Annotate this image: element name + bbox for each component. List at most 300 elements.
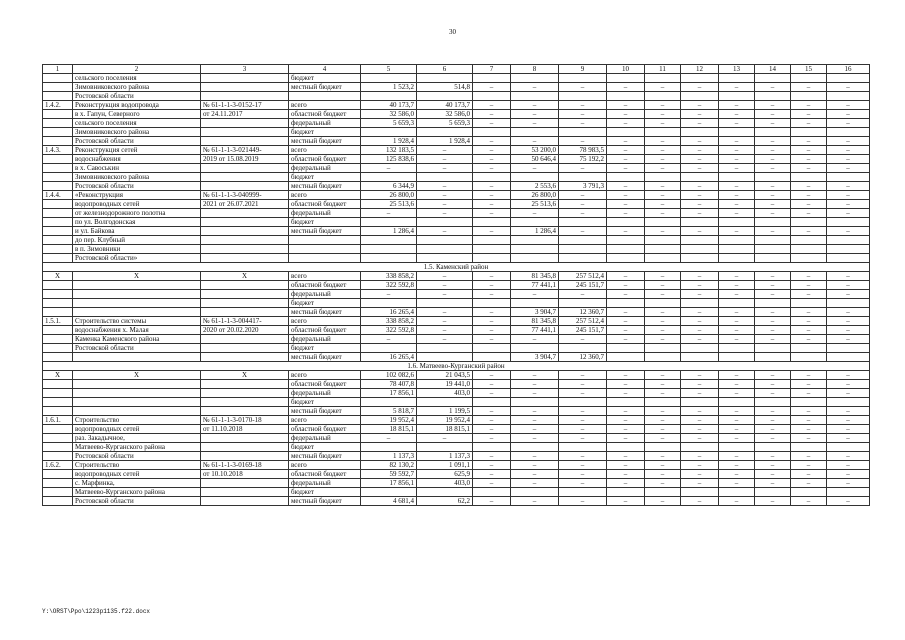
table-cell bbox=[43, 83, 73, 92]
table-cell bbox=[645, 299, 681, 308]
table-cell: всего bbox=[289, 461, 361, 470]
table-cell: – bbox=[607, 155, 645, 164]
table-cell: 5 659,3 bbox=[361, 119, 417, 128]
table-cell: № 61-1-1-3-0170-18 bbox=[201, 416, 289, 425]
table-cell: – bbox=[791, 407, 827, 416]
table-cell bbox=[791, 236, 827, 245]
table-cell: – bbox=[719, 308, 755, 317]
table-row bbox=[43, 245, 870, 254]
table-cell: 245 151,7 bbox=[559, 326, 607, 335]
table-cell: 2021 от 26.07.2021 bbox=[201, 200, 289, 209]
table-cell: – bbox=[827, 164, 870, 173]
table-row bbox=[43, 254, 870, 263]
table-cell bbox=[417, 488, 473, 497]
table-cell bbox=[361, 128, 417, 137]
table-cell bbox=[511, 443, 559, 452]
table-cell bbox=[361, 299, 417, 308]
column-header: 10 bbox=[607, 65, 645, 74]
table-cell: – bbox=[559, 380, 607, 389]
table-cell: – bbox=[607, 101, 645, 110]
table-cell: – bbox=[473, 380, 511, 389]
table-cell: – bbox=[755, 182, 791, 191]
table-cell: – bbox=[417, 308, 473, 317]
table-cell: – bbox=[473, 146, 511, 155]
table-cell: – bbox=[645, 470, 681, 479]
table-row bbox=[43, 407, 870, 416]
table-row bbox=[43, 83, 870, 92]
table-cell bbox=[361, 173, 417, 182]
table-cell: – bbox=[607, 434, 645, 443]
table-cell bbox=[607, 254, 645, 263]
table-cell: бюджет bbox=[289, 128, 361, 137]
table-cell: – bbox=[607, 164, 645, 173]
table-cell bbox=[511, 92, 559, 101]
table-cell: 40 173,7 bbox=[417, 101, 473, 110]
table-cell: – bbox=[755, 101, 791, 110]
table-cell bbox=[201, 119, 289, 128]
table-cell: – bbox=[791, 461, 827, 470]
table-cell: – bbox=[607, 389, 645, 398]
table-cell: – bbox=[607, 83, 645, 92]
table-cell: – bbox=[755, 380, 791, 389]
table-cell bbox=[645, 218, 681, 227]
table-cell: – bbox=[681, 371, 719, 380]
table-cell: – bbox=[511, 335, 559, 344]
table-cell: – bbox=[791, 83, 827, 92]
table-cell bbox=[791, 74, 827, 83]
table-cell: – bbox=[755, 335, 791, 344]
table-cell: – bbox=[473, 200, 511, 209]
table-cell: – bbox=[361, 164, 417, 173]
table-cell: – bbox=[719, 146, 755, 155]
table-cell: Х bbox=[201, 272, 289, 281]
table-cell bbox=[43, 452, 73, 461]
table-cell: – bbox=[827, 452, 870, 461]
table-cell bbox=[361, 74, 417, 83]
table-cell: – bbox=[681, 146, 719, 155]
table-row bbox=[43, 317, 870, 326]
table-cell: в п. Зимовники bbox=[73, 245, 201, 254]
table-row bbox=[43, 209, 870, 218]
table-cell bbox=[43, 470, 73, 479]
table-cell bbox=[791, 173, 827, 182]
table-cell: 21 043,5 bbox=[417, 371, 473, 380]
table-cell bbox=[43, 488, 73, 497]
table-cell: 78 407,8 bbox=[361, 380, 417, 389]
table-cell: 1 523,2 bbox=[361, 83, 417, 92]
table-cell: – bbox=[681, 317, 719, 326]
table-cell bbox=[791, 245, 827, 254]
table-cell: 1 199,5 bbox=[417, 407, 473, 416]
table-cell bbox=[43, 182, 73, 191]
table-cell bbox=[791, 488, 827, 497]
table-cell: – bbox=[645, 227, 681, 236]
table-cell: местный бюджет bbox=[289, 452, 361, 461]
table-cell: 18 815,1 bbox=[361, 425, 417, 434]
table-cell: – bbox=[645, 155, 681, 164]
table-cell bbox=[755, 218, 791, 227]
table-row bbox=[43, 101, 870, 110]
table-cell: – bbox=[681, 83, 719, 92]
table-cell bbox=[473, 344, 511, 353]
column-header: 3 bbox=[201, 65, 289, 74]
table-cell: – bbox=[791, 209, 827, 218]
table-cell bbox=[43, 407, 73, 416]
table-cell: бюджет bbox=[289, 488, 361, 497]
table-cell bbox=[73, 380, 201, 389]
table-cell: – bbox=[719, 290, 755, 299]
table-cell: федеральный bbox=[289, 290, 361, 299]
table-cell: 6 344,9 bbox=[361, 182, 417, 191]
table-cell bbox=[645, 353, 681, 362]
table-cell: – bbox=[645, 164, 681, 173]
table-cell: – bbox=[473, 191, 511, 200]
table-cell bbox=[681, 443, 719, 452]
table-cell bbox=[755, 443, 791, 452]
table-row bbox=[43, 290, 870, 299]
table-cell: – bbox=[681, 209, 719, 218]
table-cell: – bbox=[791, 425, 827, 434]
table-cell: – bbox=[511, 209, 559, 218]
table-cell bbox=[43, 164, 73, 173]
table-cell bbox=[201, 299, 289, 308]
table-cell: – bbox=[607, 272, 645, 281]
table-cell: бюджет bbox=[289, 299, 361, 308]
table-cell: 81 345,8 bbox=[511, 317, 559, 326]
table-cell: – bbox=[719, 425, 755, 434]
table-cell bbox=[43, 155, 73, 164]
table-cell bbox=[645, 344, 681, 353]
table-cell bbox=[645, 74, 681, 83]
table-cell: – bbox=[791, 155, 827, 164]
table-cell bbox=[607, 128, 645, 137]
table-cell bbox=[645, 236, 681, 245]
table-cell: – bbox=[645, 389, 681, 398]
table-cell bbox=[43, 281, 73, 290]
table-cell: местный бюджет bbox=[289, 308, 361, 317]
table-cell: всего bbox=[289, 371, 361, 380]
table-cell: 132 183,5 bbox=[361, 146, 417, 155]
table-cell bbox=[607, 398, 645, 407]
column-header: 12 bbox=[681, 65, 719, 74]
table-cell: – bbox=[417, 191, 473, 200]
table-cell bbox=[417, 173, 473, 182]
table-cell: – bbox=[827, 137, 870, 146]
table-cell: – bbox=[559, 290, 607, 299]
table-cell bbox=[473, 353, 511, 362]
table-cell: всего bbox=[289, 317, 361, 326]
table-cell bbox=[511, 488, 559, 497]
table-cell bbox=[43, 398, 73, 407]
table-cell bbox=[791, 299, 827, 308]
table-cell: – bbox=[607, 335, 645, 344]
table-cell bbox=[73, 299, 201, 308]
table-cell: Ростовской области» bbox=[73, 254, 201, 263]
table-cell bbox=[559, 74, 607, 83]
table-cell: – bbox=[607, 452, 645, 461]
table-cell: – bbox=[417, 200, 473, 209]
table-cell: 3 791,3 bbox=[559, 182, 607, 191]
table-cell: – bbox=[645, 182, 681, 191]
table-cell: – bbox=[755, 461, 791, 470]
table-cell: 5 818,7 bbox=[361, 407, 417, 416]
table-cell bbox=[827, 173, 870, 182]
table-cell: № 61-1-1-3-0152-17 bbox=[201, 101, 289, 110]
table-cell: – bbox=[755, 371, 791, 380]
table-cell: – bbox=[559, 335, 607, 344]
table-cell: – bbox=[559, 83, 607, 92]
table-cell: всего bbox=[289, 416, 361, 425]
table-cell bbox=[755, 92, 791, 101]
table-cell: – bbox=[719, 371, 755, 380]
table-cell: – bbox=[719, 137, 755, 146]
table-cell: 19 441,0 bbox=[417, 380, 473, 389]
table-cell bbox=[645, 245, 681, 254]
table-cell bbox=[511, 218, 559, 227]
table-cell: – bbox=[473, 371, 511, 380]
table-cell: Реконструкция водопровода bbox=[73, 101, 201, 110]
table-cell: – bbox=[719, 182, 755, 191]
table-cell bbox=[719, 92, 755, 101]
table-row bbox=[43, 272, 870, 281]
table-cell: – bbox=[791, 335, 827, 344]
table-cell bbox=[607, 353, 645, 362]
table-cell: 403,0 bbox=[417, 389, 473, 398]
table-cell: – bbox=[511, 110, 559, 119]
table-cell bbox=[645, 254, 681, 263]
table-cell bbox=[511, 236, 559, 245]
table-row bbox=[43, 218, 870, 227]
table-cell bbox=[201, 254, 289, 263]
table-cell: – bbox=[417, 227, 473, 236]
table-cell: – bbox=[559, 497, 607, 506]
table-cell: 625,9 bbox=[417, 470, 473, 479]
table-cell bbox=[559, 92, 607, 101]
table-cell bbox=[607, 236, 645, 245]
table-cell: – bbox=[417, 317, 473, 326]
table-cell: 81 345,8 bbox=[511, 272, 559, 281]
table-cell bbox=[43, 434, 73, 443]
table-cell: Каменка Каменского района bbox=[73, 335, 201, 344]
table-cell bbox=[201, 353, 289, 362]
table-cell: – bbox=[511, 497, 559, 506]
table-cell: 18 815,1 bbox=[417, 425, 473, 434]
table-cell bbox=[201, 281, 289, 290]
column-header: 13 bbox=[719, 65, 755, 74]
table-cell: – bbox=[645, 407, 681, 416]
table-cell: – bbox=[559, 101, 607, 110]
table-cell: – bbox=[645, 209, 681, 218]
table-cell: областной бюджет bbox=[289, 200, 361, 209]
table-cell: – bbox=[473, 137, 511, 146]
table-cell: областной бюджет bbox=[289, 110, 361, 119]
table-cell bbox=[719, 218, 755, 227]
table-cell: бюджет bbox=[289, 218, 361, 227]
table-cell: Реконструкция сетей bbox=[73, 146, 201, 155]
table-cell bbox=[607, 74, 645, 83]
table-cell: – bbox=[827, 470, 870, 479]
table-cell: – bbox=[473, 425, 511, 434]
table-cell bbox=[681, 245, 719, 254]
table-cell: федеральный bbox=[289, 164, 361, 173]
table-cell: областной бюджет bbox=[289, 281, 361, 290]
table-cell: всего bbox=[289, 272, 361, 281]
table-cell bbox=[719, 173, 755, 182]
table-cell bbox=[473, 74, 511, 83]
table-cell: сельского поселения bbox=[73, 74, 201, 83]
table-cell: – bbox=[827, 191, 870, 200]
table-cell bbox=[827, 299, 870, 308]
table-cell: – bbox=[681, 110, 719, 119]
table-cell bbox=[681, 254, 719, 263]
table-row bbox=[43, 380, 870, 389]
table-cell: – bbox=[473, 110, 511, 119]
table-cell: – bbox=[681, 461, 719, 470]
table-cell bbox=[361, 443, 417, 452]
table-cell bbox=[73, 389, 201, 398]
table-cell bbox=[559, 488, 607, 497]
table-cell: – bbox=[719, 470, 755, 479]
table-cell bbox=[559, 443, 607, 452]
table-cell: 1 137,3 bbox=[361, 452, 417, 461]
table-cell: – bbox=[681, 389, 719, 398]
table-cell bbox=[43, 173, 73, 182]
table-cell: 1.5.1. bbox=[43, 317, 73, 326]
table-cell: – bbox=[755, 389, 791, 398]
column-header: 7 bbox=[473, 65, 511, 74]
table-cell: – bbox=[791, 164, 827, 173]
table-cell: 338 858,2 bbox=[361, 272, 417, 281]
table-cell: от железнодорожного полотна bbox=[73, 209, 201, 218]
table-cell: – bbox=[681, 407, 719, 416]
table-cell bbox=[201, 407, 289, 416]
table-cell: – bbox=[473, 452, 511, 461]
table-cell: – bbox=[791, 470, 827, 479]
table-row bbox=[43, 236, 870, 245]
table-cell bbox=[681, 128, 719, 137]
table-cell: федеральный bbox=[289, 209, 361, 218]
table-cell bbox=[417, 218, 473, 227]
table-cell: – bbox=[791, 272, 827, 281]
table-cell: – bbox=[791, 119, 827, 128]
table-cell: по ул. Волгодонская bbox=[73, 218, 201, 227]
table-cell: 4 681,4 bbox=[361, 497, 417, 506]
table-cell: – bbox=[791, 308, 827, 317]
table-cell: 1.4.4. bbox=[43, 191, 73, 200]
table-cell: 12 360,7 bbox=[559, 308, 607, 317]
table-cell bbox=[791, 443, 827, 452]
table-cell: – bbox=[473, 497, 511, 506]
table-cell: – bbox=[473, 461, 511, 470]
table-cell: всего bbox=[289, 191, 361, 200]
table-cell bbox=[719, 299, 755, 308]
table-cell bbox=[681, 92, 719, 101]
column-header: 8 bbox=[511, 65, 559, 74]
table-cell bbox=[201, 443, 289, 452]
table-cell: – bbox=[791, 137, 827, 146]
table-cell: – bbox=[607, 371, 645, 380]
table-cell bbox=[827, 92, 870, 101]
table-cell bbox=[473, 92, 511, 101]
table-cell: – bbox=[473, 389, 511, 398]
table-cell: – bbox=[607, 425, 645, 434]
table-cell: 16 265,4 bbox=[361, 353, 417, 362]
table-row bbox=[43, 452, 870, 461]
table-cell bbox=[361, 92, 417, 101]
table-cell: – bbox=[791, 416, 827, 425]
table-cell: – bbox=[511, 371, 559, 380]
table-cell: – bbox=[755, 110, 791, 119]
table-cell bbox=[559, 236, 607, 245]
table-cell: – bbox=[511, 101, 559, 110]
table-cell: и ул. Байкова bbox=[73, 227, 201, 236]
table-cell: – bbox=[791, 434, 827, 443]
table-cell: 32 586,0 bbox=[361, 110, 417, 119]
table-cell bbox=[73, 353, 201, 362]
table-cell bbox=[607, 299, 645, 308]
table-cell: – bbox=[645, 335, 681, 344]
table-cell: – bbox=[607, 191, 645, 200]
table-cell: – bbox=[755, 191, 791, 200]
table-cell: – bbox=[719, 227, 755, 236]
table-cell: – bbox=[681, 137, 719, 146]
table-cell: – bbox=[827, 308, 870, 317]
table-cell bbox=[201, 182, 289, 191]
table-row bbox=[43, 164, 870, 173]
table-cell: 338 858,2 bbox=[361, 317, 417, 326]
table-row bbox=[43, 335, 870, 344]
table-cell: – bbox=[511, 164, 559, 173]
table-cell: 32 586,0 bbox=[417, 110, 473, 119]
table-cell bbox=[473, 398, 511, 407]
table-cell: бюджет bbox=[289, 173, 361, 182]
table-cell: – bbox=[827, 461, 870, 470]
table-cell bbox=[473, 218, 511, 227]
table-cell bbox=[201, 452, 289, 461]
table-cell bbox=[827, 398, 870, 407]
table-cell: – bbox=[719, 452, 755, 461]
table-cell bbox=[289, 236, 361, 245]
table-cell: – bbox=[645, 317, 681, 326]
table-cell: – bbox=[473, 317, 511, 326]
table-cell: – bbox=[827, 209, 870, 218]
table-cell: – bbox=[511, 425, 559, 434]
table-cell: – bbox=[361, 335, 417, 344]
table-cell: – bbox=[719, 389, 755, 398]
table-cell: – bbox=[645, 119, 681, 128]
table-cell: областной бюджет bbox=[289, 326, 361, 335]
table-cell: местный бюджет bbox=[289, 227, 361, 236]
table-cell: – bbox=[559, 425, 607, 434]
table-cell bbox=[791, 398, 827, 407]
table-cell bbox=[43, 326, 73, 335]
table-cell: сельского поселения bbox=[73, 119, 201, 128]
table-row bbox=[43, 227, 870, 236]
table-cell: от 10.10.2018 bbox=[201, 470, 289, 479]
table-cell bbox=[361, 218, 417, 227]
table-cell: – bbox=[755, 317, 791, 326]
table-cell: – bbox=[511, 290, 559, 299]
table-cell: Строительство системы bbox=[73, 317, 201, 326]
table-row bbox=[43, 425, 870, 434]
table-cell: – bbox=[681, 335, 719, 344]
table-cell bbox=[201, 398, 289, 407]
table-cell bbox=[719, 443, 755, 452]
table-cell: – bbox=[473, 434, 511, 443]
table-cell: 322 592,8 bbox=[361, 326, 417, 335]
table-cell: с. Марфинка, bbox=[73, 479, 201, 488]
table-cell bbox=[361, 488, 417, 497]
